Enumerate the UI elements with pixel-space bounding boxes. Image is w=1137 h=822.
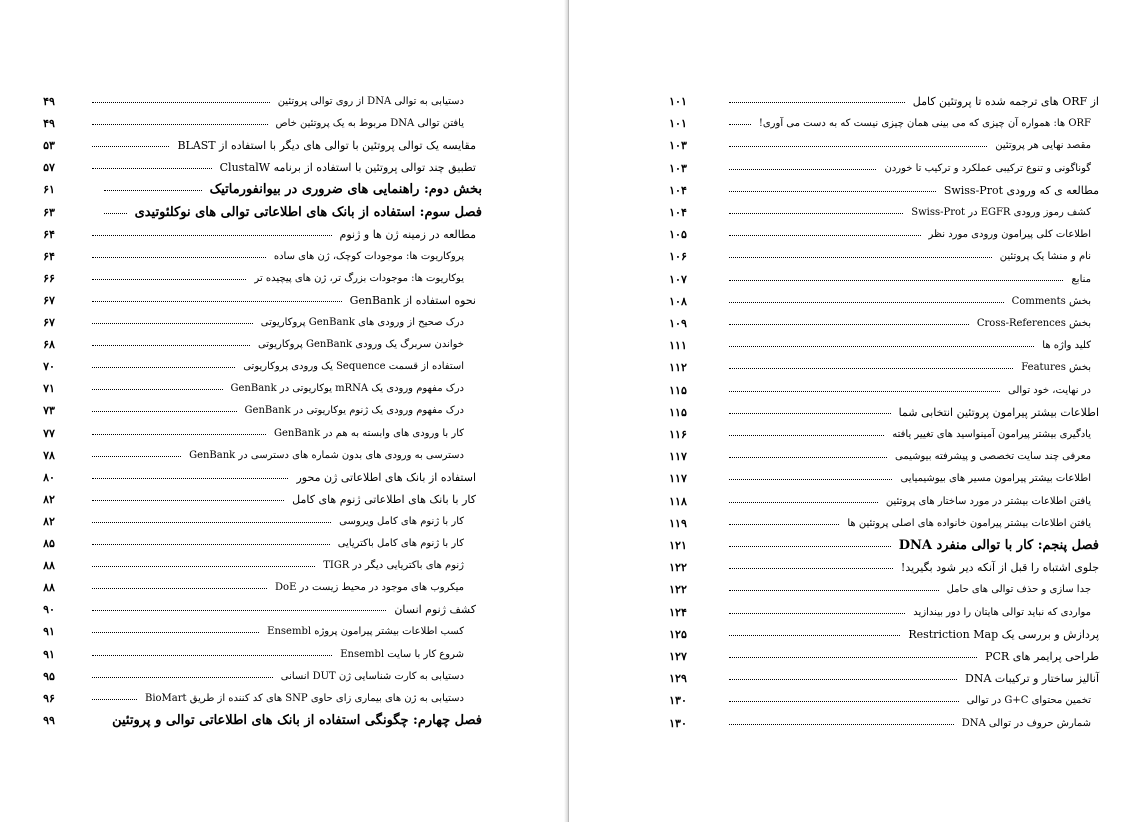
toc-entry-title: بخش Cross-References <box>976 318 1091 329</box>
toc-page-number: ۶۷ <box>43 293 55 307</box>
toc-entry-title: میکروب های موجود در محیط زیست در DoE <box>275 582 464 594</box>
toc-entry-title: کلید واژه ها <box>1042 340 1091 352</box>
left-toc-list <box>0 0 568 822</box>
toc-page-number: ۱۱۱ <box>669 339 687 353</box>
toc-entry <box>0 270 568 288</box>
toc-entry-title: کشف ژنوم انسان <box>394 603 476 617</box>
toc-entry-title: درک مفهوم ورودی یک mRNA یوکاریوتی در GenBank <box>230 383 464 395</box>
toc-page-number: ۱۲۱ <box>669 539 687 552</box>
toc-entry <box>0 181 568 199</box>
toc-entry <box>569 182 1137 200</box>
toc-entry-title: طراحی پرایمر های PCR <box>985 650 1099 663</box>
toc-page-number: ۱۰۸ <box>669 294 687 308</box>
toc-page-number: ۱۱۹ <box>669 516 687 530</box>
toc-entry-title: اطلاعات بیشتر پیرامون پروتئین انتخابی شما <box>898 405 1099 419</box>
toc-entry <box>569 382 1137 400</box>
toc-page-number: ۷۸ <box>43 448 55 462</box>
toc-leader-dots <box>729 457 887 458</box>
toc-leader-dots <box>729 524 839 525</box>
toc-entry-title: نحوه استفاده از GenBank <box>349 293 476 307</box>
toc-entry-title: ژنوم های باکتریایی دیگر در TIGR <box>323 560 464 572</box>
toc-leader-dots <box>729 324 969 325</box>
toc-entry-title: مقصد نهایی هر پروتئین <box>995 140 1091 152</box>
toc-leader-dots <box>92 102 270 103</box>
toc-chapter-title: بخش دوم: راهنمایی های ضروری در بیوانفورماتیک <box>209 182 482 198</box>
toc-entry <box>569 404 1137 422</box>
toc-page-number: ۸۸ <box>43 559 55 573</box>
toc-entry <box>0 425 568 443</box>
toc-entry-title: کار با ژنوم های کامل ویروسی <box>339 515 464 527</box>
toc-leader-dots <box>92 411 237 412</box>
toc-leader-dots <box>92 146 169 147</box>
toc-entry-title: کشف رموز ورودی EGFR در Swiss-Prot <box>911 207 1091 218</box>
toc-entry <box>0 115 568 133</box>
toc-page-number: ۱۰۵ <box>669 228 687 242</box>
toc-leader-dots <box>729 391 1000 392</box>
toc-entry-title: یافتن اطلاعات بیشتر پیرامون خانواده های اصلی پروتئین ها <box>847 517 1091 529</box>
toc-page-number: ۸۰ <box>43 470 55 484</box>
toc-leader-dots <box>92 478 288 479</box>
toc-entry <box>569 93 1137 111</box>
toc-entry <box>0 491 568 509</box>
toc-page-number: ۱۱۵ <box>669 383 687 397</box>
toc-page-number: ۹۱ <box>43 625 55 639</box>
toc-leader-dots <box>104 213 127 214</box>
toc-entry-title: دستیابی به توالی DNA از روی توالی پروتئین <box>277 96 464 107</box>
toc-entry <box>0 402 568 420</box>
toc-entry <box>569 204 1137 222</box>
toc-leader-dots <box>92 168 212 169</box>
toc-page-number: ۱۰۳ <box>669 139 687 153</box>
toc-entry-title: درک مفهوم ورودی یک ژنوم یوکاریوتی در GenBank <box>244 405 464 417</box>
toc-leader-dots <box>729 102 905 103</box>
toc-leader-dots <box>92 566 315 567</box>
toc-entry <box>0 159 568 177</box>
toc-entry-title: کار با ورودی های وابسته به هم در GenBank <box>273 427 464 439</box>
toc-entry <box>0 336 568 354</box>
toc-leader-dots <box>729 679 957 680</box>
toc-page-number: ۱۰۱ <box>669 117 687 131</box>
toc-entry <box>0 447 568 465</box>
toc-entry <box>0 93 568 111</box>
toc-chapter-title: فصل سوم: استفاده از بانک های اطلاعاتی توالی های نوکلئوتیدی <box>134 204 482 220</box>
toc-entry-title: شروع کار با سایت Ensembl <box>340 648 464 660</box>
toc-entry <box>569 293 1137 311</box>
toc-entry <box>569 337 1137 355</box>
toc-entry <box>0 579 568 597</box>
toc-page-number: ۶۴ <box>43 227 55 241</box>
toc-page-number: ۱۳۰ <box>669 694 687 708</box>
toc-entry-title: درک صحیح از ورودی های GenBank پروکاریوتی <box>260 317 464 328</box>
toc-page-number: ۱۲۲ <box>669 583 687 597</box>
toc-entry-title: اطلاعات بیشتر پیرامون مسیر های بیوشیمیایی <box>900 473 1091 485</box>
toc-leader-dots <box>92 345 250 346</box>
toc-entry-title: تطبیق چند توالی پروتئین با استفاده از برنامه ClustalW <box>219 161 476 175</box>
toc-entry-title: پروکاریوت ها: موجودات کوچک، ژن های ساده <box>273 250 464 262</box>
toc-entry-title: دستیابی به کارت شناسایی ژن DUT انسانی <box>280 670 464 682</box>
toc-leader-dots <box>729 590 939 591</box>
toc-page-number: ۷۷ <box>43 426 55 440</box>
toc-leader-dots <box>92 124 268 125</box>
toc-page-number: ۹۵ <box>43 669 55 683</box>
toc-entry-title: کار با بانک های اطلاعاتی ژنوم های کامل <box>292 492 476 506</box>
toc-page-number: ۱۱۲ <box>669 361 687 375</box>
toc-entry <box>0 712 568 730</box>
toc-entry <box>569 271 1137 289</box>
toc-page-number: ۷۱ <box>43 382 55 396</box>
toc-leader-dots <box>729 479 892 480</box>
toc-leader-dots <box>92 610 386 611</box>
toc-leader-dots <box>729 257 992 258</box>
toc-page-number: ۷۳ <box>43 404 55 418</box>
toc-entry-title: یوکاریوت ها: موجودات بزرگ تر، ژن های پیچیده تر <box>254 272 464 284</box>
toc-entry <box>569 426 1137 444</box>
toc-entry-title: در نهایت، خود توالی <box>1008 384 1091 396</box>
toc-entry <box>569 448 1137 466</box>
toc-page-number: ۱۱۶ <box>669 428 687 441</box>
toc-leader-dots <box>92 500 284 501</box>
toc-entry <box>569 670 1137 688</box>
toc-entry <box>0 226 568 244</box>
toc-entry <box>0 668 568 686</box>
toc-entry-title: یادگیری بیشتر پیرامون آمینواسید های تغییر یافته <box>892 429 1091 440</box>
toc-leader-dots <box>92 367 235 368</box>
toc-entry <box>569 604 1137 622</box>
toc-page-number: ۸۲ <box>43 492 55 506</box>
toc-leader-dots <box>729 701 959 702</box>
toc-leader-dots <box>92 588 267 589</box>
toc-leader-dots <box>92 632 259 633</box>
toc-entry <box>569 692 1137 710</box>
toc-entry-title: استفاده از قسمت Sequence یک ورودی پروکاریوتی <box>243 361 464 373</box>
toc-entry-title: مواردی که نباید توالی هایتان را دور بیندازید <box>913 606 1091 618</box>
toc-page-number: ۱۰۴ <box>669 206 687 219</box>
toc-page-number: ۱۱۷ <box>669 472 687 486</box>
toc-entry-title: اطلاعات کلی پیرامون ورودی مورد نظر <box>928 229 1091 241</box>
toc-page-number: ۱۱۷ <box>669 450 687 464</box>
toc-entry-title: بخش Comments <box>1011 295 1091 307</box>
toc-page-number: ۱۰۴ <box>669 183 687 197</box>
toc-entry <box>0 623 568 641</box>
toc-page-number: ۱۲۴ <box>669 605 687 619</box>
toc-leader-dots <box>92 677 273 678</box>
toc-leader-dots <box>729 368 1013 369</box>
toc-leader-dots <box>92 235 332 236</box>
toc-leader-dots <box>729 724 954 725</box>
toc-page-number: ۵۳ <box>43 139 55 153</box>
toc-entry-title: یافتن اطلاعات بیشتر در مورد ساختار های پروتئین <box>885 495 1091 507</box>
toc-page-number: ۸۲ <box>43 514 55 528</box>
toc-entry <box>569 537 1137 555</box>
toc-entry <box>569 626 1137 644</box>
toc-entry-title: کسب اطلاعات بیشتر پیرامون پروژه Ensembl <box>267 626 464 638</box>
toc-page-number: ۱۰۱ <box>669 95 687 108</box>
right-toc-list <box>569 0 1137 822</box>
toc-leader-dots <box>92 456 181 457</box>
toc-entry <box>0 314 568 332</box>
toc-leader-dots <box>729 191 936 192</box>
toc-page-number: ۸۸ <box>43 581 55 595</box>
toc-entry <box>569 226 1137 244</box>
toc-entry-title: خواندن سربرگ یک ورودی GenBank پروکاریوتی <box>257 339 464 351</box>
toc-entry <box>569 359 1137 377</box>
toc-page-number: ۱۲۷ <box>669 650 687 663</box>
toc-page-number: ۱۰۳ <box>669 161 687 175</box>
toc-leader-dots <box>729 568 893 569</box>
toc-entry-title: دستیابی به ژن های بیماری زای حاوی SNP های کد کننده از طریق BioMart <box>144 692 464 704</box>
toc-leader-dots <box>104 190 202 191</box>
toc-leader-dots <box>729 346 1034 347</box>
toc-leader-dots <box>729 435 884 436</box>
toc-entry <box>569 715 1137 733</box>
toc-leader-dots <box>729 213 903 214</box>
toc-leader-dots <box>729 657 977 658</box>
toc-leader-dots <box>729 546 891 547</box>
toc-leader-dots <box>92 434 266 435</box>
toc-leader-dots <box>92 257 266 258</box>
toc-entry-title: آنالیز ساختار و ترکیبات DNA <box>965 672 1099 686</box>
toc-entry <box>569 493 1137 511</box>
toc-leader-dots <box>729 413 891 414</box>
toc-entry <box>569 515 1137 533</box>
toc-page-number: ۹۱ <box>43 647 55 661</box>
toc-leader-dots <box>729 613 905 614</box>
toc-page-number: ۱۲۵ <box>669 627 687 641</box>
toc-page-number: ۶۴ <box>43 249 55 263</box>
toc-page-number: ۹۹ <box>43 713 55 727</box>
toc-page-number: ۱۱۵ <box>669 405 687 419</box>
toc-page-number: ۴۹ <box>43 117 55 131</box>
toc-entry-title: بخش Features <box>1021 362 1091 374</box>
toc-entry <box>569 559 1137 577</box>
toc-leader-dots <box>729 635 900 636</box>
toc-leader-dots <box>729 302 1004 303</box>
toc-page-number: ۷۰ <box>43 360 55 374</box>
toc-entry <box>0 557 568 575</box>
toc-leader-dots <box>729 146 987 147</box>
toc-page-number: ۶۱ <box>43 183 55 197</box>
toc-entry <box>0 535 568 553</box>
toc-leader-dots <box>92 699 137 700</box>
toc-entry <box>0 137 568 155</box>
toc-entry <box>0 513 568 531</box>
toc-entry-title: مقایسه یک توالی پروتئین با توالی های دیگر با استفاده از BLAST <box>177 139 476 153</box>
toc-leader-dots <box>729 280 1063 281</box>
toc-entry-title: شمارش حروف در توالی DNA <box>961 717 1091 729</box>
toc-page-number: ۶۸ <box>43 338 55 352</box>
toc-page-number: ۵۷ <box>43 161 55 175</box>
toc-leader-dots <box>729 235 921 236</box>
toc-entry-title: نام و منشا یک پروتئین <box>999 251 1091 263</box>
toc-entry <box>569 137 1137 155</box>
toc-page-number: ۱۰۶ <box>669 250 687 264</box>
toc-entry-title: جدا سازی و حذف توالی های حامل <box>946 584 1091 596</box>
toc-entry-title: دسترسی به ورودی های بدون شماره های دسترسی در GenBank <box>189 449 464 461</box>
toc-leader-dots <box>92 522 331 523</box>
toc-page-number: ۱۱۸ <box>669 494 687 508</box>
toc-entry <box>0 380 568 398</box>
toc-entry <box>569 648 1137 666</box>
toc-leader-dots <box>92 279 246 280</box>
toc-page-number: ۸۵ <box>43 537 55 550</box>
toc-entry-title: مطالعه در زمینه ژن ها و ژنوم <box>339 227 476 241</box>
toc-page-number: ۱۰۷ <box>669 272 687 286</box>
toc-page-number: ۱۰۹ <box>669 317 687 330</box>
toc-entry <box>0 358 568 376</box>
toc-leader-dots <box>92 389 223 390</box>
toc-entry-title: معرفی چند سایت تخصصی و پیشرفته بیوشیمی <box>895 451 1091 463</box>
left-page <box>0 0 568 822</box>
toc-page-number: ۶۳ <box>43 205 55 219</box>
toc-chapter-title: فصل چهارم: چگونگی استفاده از بانک های اطلاعاتی توالی و پروتئین <box>112 712 482 728</box>
toc-leader-dots <box>92 544 330 545</box>
toc-entry <box>569 581 1137 599</box>
toc-page-number: ۱۳۰ <box>669 716 687 730</box>
toc-page-number: ۹۰ <box>43 603 55 617</box>
toc-entry-title: کار با ژنوم های کامل باکتریایی <box>337 538 464 549</box>
toc-entry <box>569 115 1137 133</box>
toc-leader-dots <box>729 124 751 125</box>
toc-entry-title: گوناگونی و تنوع ترکیبی عملکرد و ترکیب تا خوردن <box>884 162 1091 174</box>
toc-leader-dots <box>729 502 878 503</box>
toc-entry-title: جلوی اشتباه را قبل از آنکه دیر شود بگیرید! <box>900 561 1099 575</box>
toc-entry-title: مطالعه ی که ورودی Swiss-Prot <box>943 183 1099 197</box>
toc-entry-title: منابع <box>1071 273 1091 285</box>
toc-page-number: ۹۶ <box>43 691 55 705</box>
toc-leader-dots <box>92 323 253 324</box>
toc-entry <box>569 248 1137 266</box>
toc-entry <box>0 690 568 708</box>
toc-page-number: ۴۹ <box>43 95 55 108</box>
toc-entry <box>569 160 1137 178</box>
toc-page-number: ۱۲۲ <box>669 561 687 575</box>
toc-leader-dots <box>92 655 332 656</box>
toc-page-number: ۶۶ <box>43 271 55 285</box>
toc-entry-title: از ORF های ترجمه شده تا پروتئین کامل <box>912 95 1099 108</box>
toc-entry <box>0 646 568 664</box>
toc-entry-title: یافتن توالی DNA مربوط به یک پروتئین خاص <box>275 118 464 130</box>
toc-entry <box>0 601 568 619</box>
toc-entry-title: استفاده از بانک های اطلاعاتی ژن محور <box>296 470 476 484</box>
toc-entry-title: ORF ها: همواره آن چیزی که می بینی همان چیزی نیست که به دست می آوری! <box>758 118 1091 130</box>
toc-entry <box>569 470 1137 488</box>
toc-entry-title: تخمین محتوای G+C در توالی <box>966 695 1091 707</box>
toc-entry <box>0 248 568 266</box>
toc-chapter-title: فصل پنجم: کار با توالی منفرد DNA <box>898 538 1099 553</box>
right-page <box>569 0 1137 822</box>
toc-page-number: ۶۷ <box>43 316 55 329</box>
toc-entry <box>569 315 1137 333</box>
toc-leader-dots <box>92 301 342 302</box>
toc-entry <box>0 469 568 487</box>
toc-entry-title: پردازش و بررسی یک Restriction Map <box>908 627 1099 641</box>
toc-entry <box>0 292 568 310</box>
toc-page-number: ۱۲۹ <box>669 672 687 686</box>
toc-entry <box>0 204 568 222</box>
toc-leader-dots <box>729 169 876 170</box>
